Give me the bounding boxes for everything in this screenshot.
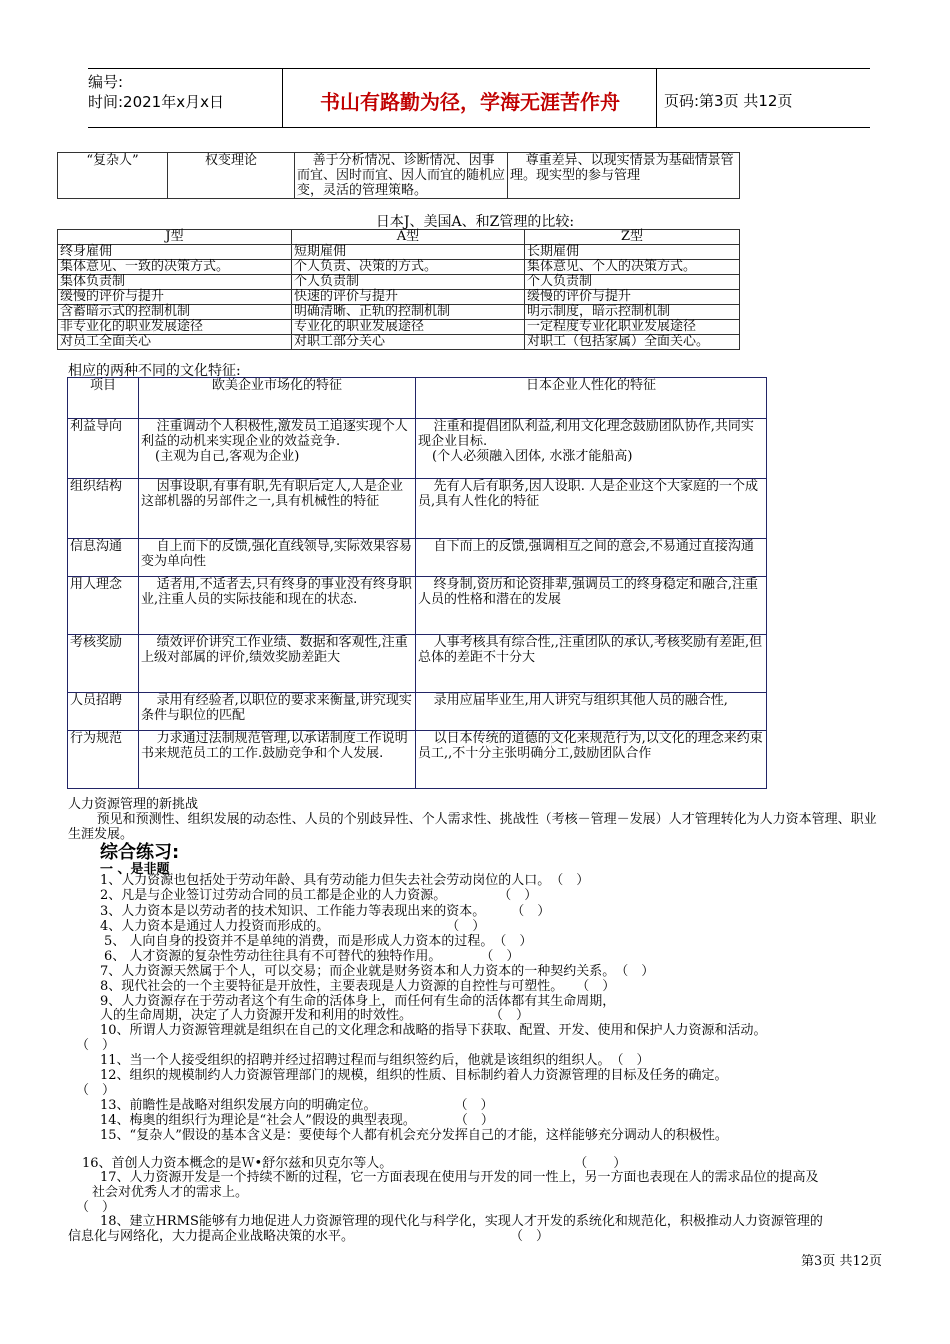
culture-japan-cell — [416, 693, 767, 731]
exercise-title: 综合练习: — [100, 842, 180, 863]
compare-cell: 明示制度，暗示控制机制 — [525, 305, 740, 320]
compare-table — [57, 229, 740, 350]
culture-row — [68, 635, 767, 693]
culture-japan-cell — [416, 479, 767, 539]
culture-japan-text: 终身制,资历和论资排辈,强调员工的终身稳定和融合,注重人员的性格和潜在的发展 — [418, 577, 758, 607]
compare-row — [58, 245, 740, 260]
question-item: 18、建立HRMS能够有力地促进人力资源管理的现代化与科学化，实现人才开发的系统化和规范化，积极推动人力资源管理的 — [100, 1214, 823, 1229]
compare-header-row — [58, 230, 740, 245]
theory-cell-1: “复杂人” — [58, 153, 168, 199]
compare-header-z: Z型 — [525, 230, 740, 245]
theory-row — [58, 153, 740, 199]
question-item: 2、凡是与企业签订过劳动合同的员工都是企业的人力资源。 （ ） — [100, 888, 538, 903]
culture-west-cell — [139, 635, 416, 693]
culture-west-note: (主观为自己,客观为企业) — [155, 449, 300, 464]
compare-caption: 日本J、美国A、和Z管理的比较: — [375, 214, 575, 230]
compare-row — [58, 260, 740, 275]
question-item: 12、组织的规模制约人力资源管理部门的规模，组织的性质、目标制约着人力资源管理的目标及任务的确定。 — [100, 1068, 728, 1083]
compare-cell: 个人负责、决策的方式。 — [292, 260, 525, 275]
question-item: 17、人力资源开发是一个持续不断的过程，它一方面表现在使用与开发的同一性上，另一方面也表现在人的需求品位的提高及 — [100, 1170, 819, 1185]
culture-west-text: 自上而下的反馈,强化直线领导,实际效果容易变为单向性 — [141, 539, 412, 569]
question-item: 15、“复杂人”假设的基本含义是：要使每个人都有机会充分发挥自己的才能，这样能够充分调动人的积极性。 — [100, 1128, 728, 1143]
culture-item: 考核奖励 — [68, 635, 139, 693]
question-item: 人的生命周期，决定了人力资源开发和利用的时效性。 （ ） — [100, 1008, 530, 1023]
compare-row — [58, 275, 740, 290]
culture-item: 利益导向 — [68, 419, 139, 479]
question-item: （ ） — [76, 1200, 116, 1215]
culture-row — [68, 419, 767, 479]
culture-header-west: 欧美企业市场化的特征 — [139, 378, 416, 419]
culture-west-cell — [139, 577, 416, 635]
compare-header-a: A型 — [292, 230, 525, 245]
culture-row — [68, 693, 767, 731]
compare-cell: 专业化的职业发展途径 — [292, 320, 525, 335]
culture-header-item: 项目 — [68, 378, 139, 419]
culture-west-text: 因事设职,有事有职,先有职后定人,人是企业这部机器的另部件之一,具有机械性的特征 — [141, 479, 403, 509]
culture-west-cell — [139, 419, 416, 479]
culture-row — [68, 577, 767, 635]
culture-row — [68, 539, 767, 577]
compare-cell: 对职工（包括家属）全面关心。 — [525, 335, 740, 350]
header-top-rule — [88, 68, 870, 69]
question-item: 3、人力资本是以劳动者的技术知识、工作能力等表现出来的资本。 （ ） — [100, 904, 551, 919]
compare-cell: 明确清晰、正轨的控制机制 — [292, 305, 525, 320]
compare-cell: 集体负责制 — [58, 275, 292, 290]
header-meta — [88, 72, 224, 112]
header-page-label: 页码:第3页 共12页 — [664, 92, 793, 110]
question-item: 1、人力资源也包括处于劳动年龄、具有劳动能力但失去社会劳动岗位的人口。 （ ） — [100, 873, 590, 888]
header-bottom-rule — [88, 127, 870, 128]
compare-cell: 对员工全面关心 — [58, 335, 292, 350]
header-divider-2 — [656, 68, 657, 128]
culture-japan-text: 人事考核具有综合性,,注重团队的承认,考核奖励有差距,但总体的差距不十分大 — [418, 635, 763, 665]
culture-japan-cell — [416, 731, 767, 789]
compare-row — [58, 335, 740, 350]
question-item: 信息化与网络化，大力提高企业战略决策的水平。 （ ） — [68, 1229, 550, 1244]
culture-item: 组织结构 — [68, 479, 139, 539]
compare-row — [58, 320, 740, 335]
culture-west-text: 力求通过法制规范管理,以承诺制度工作说明书来规范员工的工作.鼓励竞争和个人发展. — [141, 731, 408, 761]
compare-cell: 含蓄暗示式的控制机制 — [58, 305, 292, 320]
theory-cell-4: 尊重差异、以现实情景为基础情景管理。现实型的参与管理 — [508, 153, 740, 199]
theory-cell-3: 善于分析情况、诊断情况、因事而宜、因时而宜、因人而宜的随机应变，灵活的管理策略。 — [295, 153, 508, 199]
culture-japan-text: 自下而上的反馈,强调相互之间的意会,不易通过直接沟通 — [433, 539, 754, 554]
question-item: 6、 人才资源的复杂性劳动往往具有不可替代的独特作用。 （ ） — [104, 949, 520, 964]
question-item: 9、人力资源存在于劳动者这个有生命的活体身上，而任何有生命的活体都有其生命周期， — [100, 994, 616, 1009]
code-label: 编号: — [88, 73, 124, 91]
compare-cell: 缓慢的评价与提升 — [525, 290, 740, 305]
question-item: 5、 人向自身的投资并不是单纯的消费，而是形成人力资本的过程。 （ ） — [104, 934, 533, 949]
compare-cell: 集体意见、个人的决策方式。 — [525, 260, 740, 275]
culture-header-row — [68, 378, 767, 419]
culture-header-japan: 日本企业人性化的特征 — [416, 378, 767, 419]
culture-japan-cell — [416, 539, 767, 577]
culture-item: 行为规范 — [68, 731, 139, 789]
culture-japan-text: 先有人后有职务,因人设职. 人是企业这个大家庭的一个成员,具有人性化的特征 — [418, 479, 758, 509]
theory-cell-2: 权变理论 — [168, 153, 295, 199]
culture-west-text: 适者用,不适者去,只有终身的事业没有终身职业,注重人员的实际技能和现在的状态. — [141, 577, 412, 607]
compare-cell: 缓慢的评价与提升 — [58, 290, 292, 305]
compare-header-j: J型 — [58, 230, 292, 245]
question-item: 11、当一个人接受组织的招聘并经过招聘过程而与组织签约后，他就是该组织的组织人。 （ ） — [100, 1053, 650, 1068]
culture-caption: 相应的两种不同的文化特征: — [68, 363, 241, 379]
compare-cell: 终身雇佣 — [58, 245, 292, 260]
culture-item: 人员招聘 — [68, 693, 139, 731]
culture-row — [68, 479, 767, 539]
culture-japan-note: (个人必须融入团体, 水涨才能船高) — [432, 449, 633, 464]
culture-west-cell — [139, 693, 416, 731]
culture-japan-cell — [416, 635, 767, 693]
compare-row — [58, 290, 740, 305]
culture-west-text: 录用有经验者,以职位的要求来衡量,讲究现实条件与职位的匹配 — [141, 693, 412, 723]
question-item: 14、梅奥的组织行为理论是“社会人”假设的典型表现。 （ ） — [100, 1113, 494, 1128]
compare-cell: 短期雇佣 — [292, 245, 525, 260]
culture-west-cell — [139, 731, 416, 789]
culture-west-text: 注重调动个人积极性,激发员工追逐实现个人利益的动机来实现企业的效益竞争. — [141, 419, 408, 449]
question-item: （ ） — [76, 1083, 116, 1098]
question-item: 7、人力资源天然属于个人，可以交易；而企业就是财务资本和人力资本的一种契约关系。 （ ） — [100, 964, 655, 979]
culture-japan-text: 注重和提倡团队利益,利用文化理念鼓励团队协作,共同实现企业目标. — [418, 419, 754, 449]
compare-cell: 对职工部分关心 — [292, 335, 525, 350]
culture-table — [67, 377, 767, 789]
culture-west-cell — [139, 539, 416, 577]
header-divider-1 — [282, 68, 283, 128]
compare-cell: 个人负责制 — [525, 275, 740, 290]
challenge-title: 人力资源管理的新挑战 — [68, 797, 199, 812]
challenge-text: 预见和预测性、组织发展的动态性、人员的个别歧异性、个人需求性、挑战性（考核－管理－发展）人才管理转化为人力资本管理、职业生涯发展。 — [68, 812, 877, 842]
question-item: 8、现代社会的一个主要特征是开放性，主要表现是人力资源的自控性与可塑性。 （ ） — [100, 979, 616, 994]
culture-japan-text: 录用应届毕业生,用人讲究与组织其他人员的融合性, — [433, 693, 728, 708]
compare-cell: 个人负责制 — [292, 275, 525, 290]
culture-row — [68, 731, 767, 789]
culture-japan-cell — [416, 419, 767, 479]
culture-japan-text: 以日本传统的道德的文化来规范行为,以文化的理念来约束员工,,不十分主张明确分工,鼓励团队合作 — [418, 731, 763, 761]
question-item: 13、前瞻性是战略对组织发展方向的明确定位。 （ ） — [100, 1098, 494, 1113]
question-item: （ ） — [76, 1038, 116, 1053]
culture-west-cell — [139, 479, 416, 539]
theory-table — [57, 152, 740, 199]
header-motto: 书山有路勤为径，学海无涯苦作舟 — [320, 90, 620, 114]
question-item: 10、所谓人力资源管理就是组织在自己的文化理念和战略的指导下获取、配置、开发、使用和保护人力资源和活动。 — [100, 1023, 767, 1038]
compare-cell: 非专业化的职业发展途径 — [58, 320, 292, 335]
question-item: 16、首创人力资本概念的是Ｗ•舒尔兹和贝克尔等人。 （ ） — [82, 1156, 627, 1171]
compare-cell: 长期雇佣 — [525, 245, 740, 260]
exercise-subtitle: 一 、是非题 — [100, 862, 170, 877]
time-label: 时间:2021年x月x日 — [88, 93, 224, 111]
compare-cell: 快速的评价与提升 — [292, 290, 525, 305]
question-item: 社会对优秀人才的需求上。 — [92, 1185, 249, 1200]
compare-cell: 一定程度专业化职业发展途径 — [525, 320, 740, 335]
culture-west-text: 绩效评价讲究工作业绩、数据和客观性,注重上级对部属的评价,绩效奖励差距大 — [141, 635, 408, 665]
culture-japan-cell — [416, 577, 767, 635]
culture-item: 用人理念 — [68, 577, 139, 635]
culture-item: 信息沟通 — [68, 539, 139, 577]
page-footer: 第3页 共12页 — [801, 1254, 882, 1269]
question-item: 4、人力资本是通过人力投资而形成的。 （ ） — [100, 919, 486, 934]
compare-cell: 集体意见、一致的决策方式。 — [58, 260, 292, 275]
compare-row — [58, 305, 740, 320]
